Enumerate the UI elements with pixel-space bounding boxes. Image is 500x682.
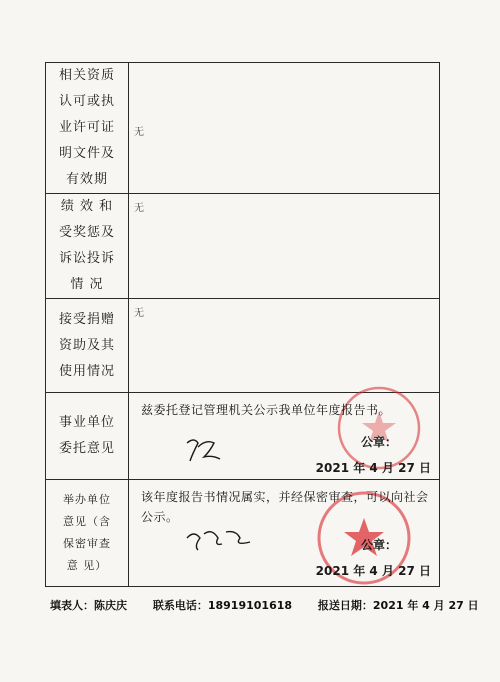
value-sponsor-opinion [129, 480, 440, 587]
value-performance: 无 [129, 194, 440, 299]
value-qualifications: 无 [129, 63, 440, 194]
label-donations: 接受捐赠 资助及其 使用情况 [46, 299, 129, 393]
label-entrust-opinion: 事业单位 委托意见 [46, 393, 129, 480]
sponsor-opinion-line-1: 该年度报告书情况属实，并经保密审查，可以向社会 [141, 490, 429, 504]
value-entrust-opinion [129, 393, 440, 480]
form-footer [50, 597, 500, 613]
signature-icon [184, 433, 224, 465]
report-table [45, 62, 440, 587]
row-donations [46, 299, 440, 393]
value-donations: 无 [129, 299, 440, 393]
filler-name: 填表人：陈庆庆 [50, 599, 127, 612]
seal-label: 公章： [360, 435, 397, 449]
entrust-opinion-text: 兹委托登记管理机关公示我单位年度报告书。 [141, 403, 392, 417]
label-performance: 绩 效 和 受奖惩及 诉讼投诉 情 况 [46, 194, 129, 299]
contact-phone: 联系电话：18919101618 [152, 599, 293, 612]
sponsor-signature-icon [184, 524, 254, 554]
row-qualifications [46, 63, 440, 194]
row-sponsor-opinion [46, 480, 440, 587]
entrust-date: 2021 年 4 月 27 日 [315, 461, 431, 475]
row-entrust-opinion [46, 393, 440, 480]
sponsor-opinion-line-2: 公示。 [141, 510, 179, 524]
sponsor-date: 2021 年 4 月 27 日 [315, 564, 431, 578]
sponsor-seal-label: 公章： [360, 538, 397, 552]
row-performance [46, 194, 440, 299]
label-qualifications: 相关资质 认可或执 业许可证 明文件及 有效期 [46, 63, 129, 194]
label-sponsor-opinion: 举办单位 意见（含 保密审查 意 见） [46, 480, 129, 587]
report-date: 报送日期：2021 年 4 月 27 日 [317, 599, 479, 612]
